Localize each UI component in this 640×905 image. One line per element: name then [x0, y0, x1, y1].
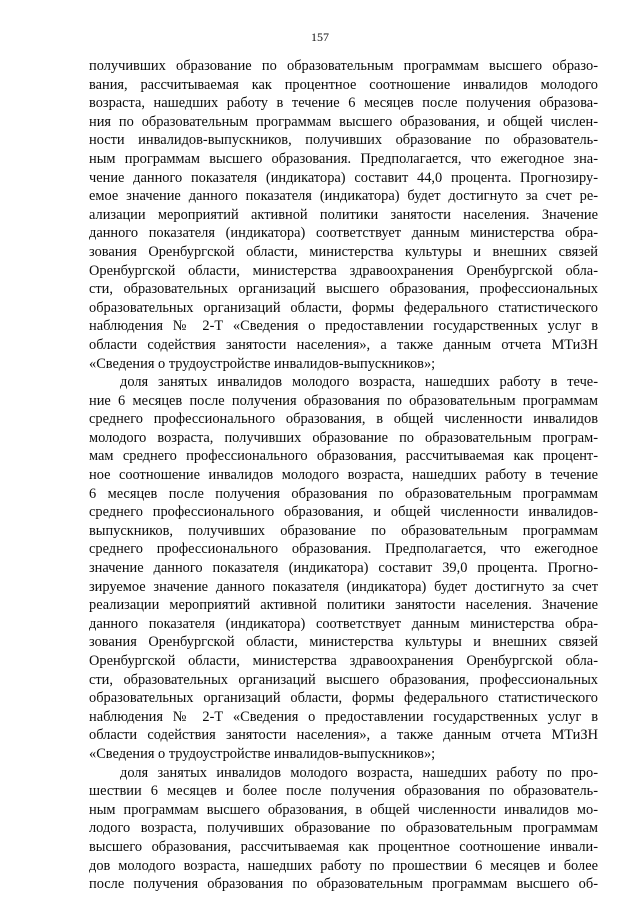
text-line: лодого возраста, получивших образование по образовательным программам	[89, 820, 598, 837]
text-line: получивших образование по образовательным программам высшего образо-	[89, 58, 598, 74]
text-line: данного показателя (индикатора) соответствует данным министерства обра-	[89, 225, 598, 242]
text-line: дов молодого возраста, нашедших работу по прошествии 6 месяцев и более	[89, 857, 598, 874]
text-line: сти, образовательных организаций высшего образования, профессиональных	[89, 281, 598, 298]
text-line: вания, рассчитываемая как процентное соотношение инвалидов молодого	[89, 76, 598, 93]
text-line: емое значение данного показателя (индикатора) будет достигнуто за счет ре-	[89, 188, 598, 205]
text-line: области содействия занятости населения», а также данным отчета МТиЗН	[89, 727, 598, 744]
text-line: зируемое значение данного показателя (индикатора) будет достигнуто за счет	[89, 578, 598, 595]
paragraph-first-line: доля занятых инвалидов молодого возраста, нашедших работу по про-	[120, 764, 598, 781]
text-line: реализации мероприятий активной политики занятости населения. Значение	[89, 597, 598, 614]
text-line: 6 месяцев после получения образования по образовательным программам	[89, 485, 598, 502]
text-line: мам среднего профессионального образования, рассчитываемая как процент-	[89, 448, 598, 465]
text-line: выпускников, получивших образование по образовательным программам	[89, 522, 598, 539]
text-line: образовательных организаций области, формы федерального статистического	[89, 299, 598, 316]
text-line: ния по образовательным программам высшего образования, и общей числен-	[89, 113, 598, 130]
text-line: молодого возраста, получивших образование по образовательным програм-	[89, 429, 598, 446]
text-line: зования Оренбургской области, министерства культуры и внешних связей	[89, 634, 598, 651]
text-line: среднего профессионального образования. Предполагается, что ежегодное	[89, 541, 598, 558]
text-line: возраста, нашедших работу в течение 6 месяцев после получения образова-	[89, 95, 598, 112]
text-line: ности инвалидов-выпускников, получивших образование по образователь-	[89, 132, 598, 149]
text-line: Оренбургской области, министерства здравоохранения Оренбургской обла-	[89, 653, 598, 669]
text-line: среднего профессионального образования, в общей численности инвалидов	[89, 411, 598, 428]
text-line: зования Оренбургской области, министерства культуры и внешних связей	[89, 243, 598, 260]
paragraph-first-line: доля занятых инвалидов молодого возраста, нашедших работу в тече-	[120, 374, 598, 391]
text-line: ным программам высшего образования. Предполагается, что ежегодное зна-	[89, 150, 598, 167]
text-line: образовательных организаций области, формы федерального статистического	[89, 690, 598, 707]
text-line: наблюдения № 2-Т «Сведения о предоставлении государственных услуг в	[89, 708, 598, 725]
text-line: сти, образовательных организаций высшего образования, профессиональных	[89, 671, 598, 688]
text-line: шествии 6 месяцев и более после получения образования по образователь-	[89, 783, 598, 800]
text-line: высшего образования, рассчитываемая как процентное соотношение инвали-	[89, 838, 598, 855]
text-line: «Сведения о трудоустройстве инвалидов-выпускников»;	[89, 745, 436, 762]
text-line: ным программам высшего образования, в общей численности инвалидов мо-	[89, 801, 598, 818]
text-line: данного показателя (индикатора) соответствует данным министерства обра-	[89, 615, 598, 632]
text-line: после получения образования по образовательным программам высшего об-	[89, 876, 598, 893]
document-body	[89, 57, 598, 894]
text-line: «Сведения о трудоустройстве инвалидов-выпускников»;	[89, 355, 436, 372]
text-line: значение данного показателя (индикатора) составит 39,0 процента. Прогно-	[89, 560, 598, 577]
text-line: ное соотношение инвалидов молодого возраста, нашедших работу в течение	[89, 467, 598, 484]
text-line: ализации мероприятий активной политики занятости населения. Значение	[89, 206, 598, 223]
text-line: чение данного показателя (индикатора) составит 44,0 процента. Прогнозиру-	[89, 169, 598, 186]
text-line: ние 6 месяцев после получения образования по образовательным программам	[89, 392, 598, 409]
text-line: наблюдения № 2-Т «Сведения о предоставлении государственных услуг в	[89, 318, 598, 335]
text-line: среднего профессионального образования, и общей численности инвалидов-	[89, 504, 598, 521]
text-line: области содействия занятости населения», а также данным отчета МТиЗН	[89, 336, 598, 353]
text-line: Оренбургской области, министерства здравоохранения Оренбургской обла-	[89, 262, 598, 279]
page-number: 157	[311, 30, 329, 44]
